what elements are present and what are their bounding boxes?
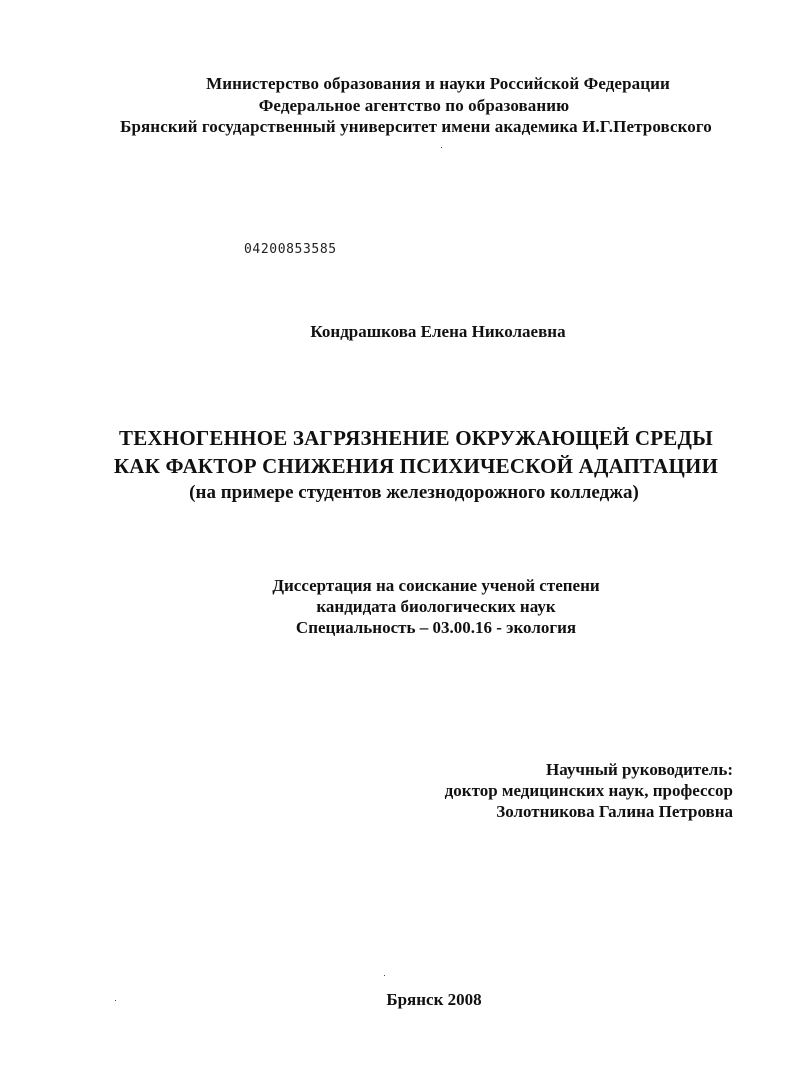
ministry-line: Министерство образования и науки Российской Федерации: [206, 74, 670, 93]
barcode-number: 04200853585: [244, 242, 337, 257]
supervisor-degree: доктор медицинских наук, профессор: [444, 781, 733, 800]
scan-speck: [441, 147, 442, 148]
title-line-1: ТЕХНОГЕННОЕ ЗАГРЯЗНЕНИЕ ОКРУЖАЮЩЕЙ СРЕДЫ: [119, 426, 713, 450]
title-subtitle: (на примере студентов железнодорожного колледжа): [189, 482, 639, 503]
dissertation-line-2: кандидата биологических наук: [316, 597, 556, 616]
university-line: Брянский государственный университет имени академика И.Г.Петровского: [120, 117, 712, 136]
author-name: Кондрашкова Елена Николаевна: [310, 322, 566, 341]
city-year: Брянск 2008: [386, 990, 482, 1009]
title-line-2: КАК ФАКТОР СНИЖЕНИЯ ПСИХИЧЕСКОЙ АДАПТАЦИИ: [113, 454, 719, 478]
supervisor-name: Золотникова Галина Петровна: [496, 802, 733, 821]
dissertation-line-1: Диссертация на соискание ученой степени: [272, 576, 600, 595]
specialty-line: Специальность – 03.00.16 - экология: [295, 618, 577, 637]
scan-speck: [115, 1000, 116, 1001]
agency-line: Федеральное агентство по образованию: [258, 96, 570, 115]
scan-speck: [384, 975, 385, 976]
supervisor-label: Научный руководитель:: [546, 760, 733, 779]
